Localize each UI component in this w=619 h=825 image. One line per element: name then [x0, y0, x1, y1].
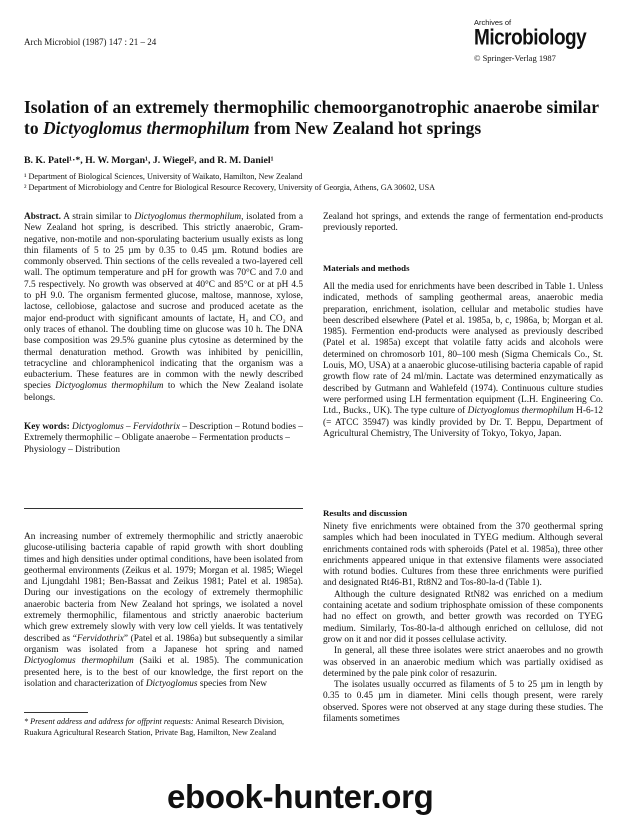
abstract-label: Abstract.	[24, 212, 61, 222]
footnote-text: Animal Research Division, Ruakura Agricultural Research Station, Private Bag, Hamilton, New Zealand	[24, 717, 285, 737]
copyright-notice: © Springer-Verlag 1987	[474, 53, 556, 63]
intro-text-3: (Saiki et al. 1985). The communication presented here, is to the best of our knowledge, the first report on the isolation and characterization of	[24, 656, 303, 689]
methods-body	[323, 282, 603, 440]
keyword-dictyoglomus: Dictyoglomus	[72, 422, 124, 432]
methods-text-1: All the media used for enrichments have been described in Table 1. Unless indicated, methods of sampling geothermal areas, anaerobic media preparation, enrichment, isolation, cellular and metabolic studies have been described elsewhere (Patel et al. 1985a, b, c, 1986a, b; Morgan et al. 1985). Fermention end-products were analysed as previously described (Patel et al. 1985a) except that volatile fatty acids and alcohols were determined on chromosorb 101, 80–100 mesh (Sigma Chemicals Co., St. Louis, MO, USA) at a anaerobic glucose-utilising bacteria capable of rapid growth flow rate of 24 ml/min. Lactate was determined enzymatically as described by Gutmann and Wahlefeld (1974). Continuous culture studies were performed using LH fermentation equipment (L.H. Engineering Co. Ltd., Bucks., UK). The type culture of	[323, 282, 603, 417]
keyword-fervidothrix: Fervidothrix	[133, 422, 180, 432]
abstract	[24, 212, 303, 404]
journal-logo	[474, 18, 599, 63]
abstract-text-1: A strain similar to	[60, 212, 135, 222]
logo-wordmark: Microbiology	[474, 25, 587, 50]
watermark: ebook-hunter.org	[167, 778, 434, 815]
intro-text-4: species from New	[197, 678, 267, 689]
author-list: B. K. Patel¹·*, H. W. Morgan¹, J. Wiegel², and R. M. Daniel¹	[24, 155, 274, 166]
abstract-species-2: Dictyoglomus thermophilum	[55, 381, 164, 392]
footnote-divider	[24, 712, 88, 713]
paper-title	[24, 97, 599, 139]
intro-continuation-text: Zealand hot springs, and extends the range of fermentation end-products previously reported.	[323, 212, 603, 234]
keywords-sep-2: –	[123, 422, 133, 432]
affiliation-1: ¹ Department of Biological Sciences, University of Waikato, Hamilton, New Zealand	[24, 172, 303, 181]
keywords-rest: – Description – Rotund bodies – Extremely thermophilic – Obligate anaerobe – Fermentation products – Physiology – Distribution	[24, 422, 303, 455]
title-species: Dictyoglomus thermophilum	[42, 118, 250, 138]
title-part-2: from New Zealand hot springs	[249, 118, 482, 138]
footnote-label: * Present address and address for offprint requests:	[24, 717, 194, 726]
methods-text-2: H-6-12 (= ATCC 35947) was kindly provided by Dr. T. Beppu, Department of Agricultural Chemistry, The University of Tokyo, Tokyo, Japan.	[323, 406, 603, 439]
abstract-text-2: isolated from a New Zealand hot spring, is described. This strictly anaerobic, Gram-negative, non-motile and non-sporulating bacterium usually exists as long thin filaments of 5 to 25 µm by 0.35 to 0.45 µm. Rotund bodies are commonly observed. Thin sections of the cells revealed a two-layered cell wall. The optimum temperature and pH for growth was 70°C and 7.0 and 7.5 respectively. No growth was observed at 40°C and 85°C or at pH 4.5 to pH 9.0. The organism fermented glucose, maltose, mannose, xylose, lactose, cellobiose, galactose and sucrose and produced acetate as the major end-product with significant amounts of lactate, H₂ and CO₂ and only traces of ethanol. The doubling time on glucose was 10 h. The DNA base composition was 29.5% guanine plus cytosine as determined by the thermal denaturation method. Growth was inhibited by penicillin, tetracycline and chloramphenicol indicating that the organism was a eubacterium. These features are in common with the newly described species	[24, 212, 304, 392]
intro-species-1: Fervidothrix	[76, 633, 124, 644]
introduction	[24, 532, 303, 690]
results-heading: Results and discussion	[323, 508, 408, 518]
methods-species: Dictyoglomus thermophilum	[467, 406, 574, 417]
intro-text-2: ” (Patel et al. 1986a) but subsequently a similar organism was isolated from a Japanese hot spring and named	[24, 633, 303, 655]
abstract-species-1: Dictyoglomus thermophilum,	[134, 212, 244, 222]
journal-reference: Arch Microbiol (1987) 147 : 21 – 24	[24, 37, 157, 47]
results-paragraph-1: Ninety five enrichments were obtained from the 370 geothermal spring samples which had been inoculated in TYEG medium. Although several enrichments contained rods with spheroids (Patel et al. 1985a), three other enrichments appeared unique in that extensive filaments were associated with rotund bodies. Cultures from these three enrichments were purified and designated Rt46-B1, Rt8N2 and Tos-80-la-d (Table 1).	[323, 522, 603, 589]
results-paragraph-3: In general, all these three isolates were strict anaerobes and no growth was observed in an anaerobic medium which was partially oxidised as determined by the pale pink color of resazurin.	[323, 646, 603, 679]
intro-text-1: An increasing number of extremely thermophilic and strictly anaerobic glucose-utilising bacteria capable of rapid growth with short doubling times and high densities under optimal conditions, have been isolated from geothermal environments (Zeikus et al. 1979; Morgan et al. 1985; Wiegel and Ljungdahl 1981; Ben-Bassat and Zeikus 1981; Patel et al. 1985a). During our investigations on the ecology of extremely thermophilic anaerobic bacteria from New Zealand hot springs, we isolated a novel extremely thermophilic, filamentous and strictly anaerobic bacterium which grew extremely slowly with very low cell yields. It was tentatively described as “	[24, 532, 303, 644]
title-part-1: Isolation of an extremely thermophilic chemoorganotrophic anaerobe similar to	[24, 97, 599, 138]
keywords	[24, 422, 303, 456]
affiliation-2: ² Department of Microbiology and Centre for Biological Resource Recovery, University of Georgia, Athens, GA 30602, USA	[24, 183, 436, 192]
intro-species-3: Dictyoglomus	[145, 678, 198, 689]
section-divider	[24, 508, 303, 509]
intro-species-2: Dictyoglomus thermophilum	[24, 656, 134, 667]
abstract-text-3: to which the New Zealand isolate belongs.	[24, 381, 304, 403]
intro-continuation	[323, 212, 603, 235]
results-body	[323, 522, 603, 725]
results-paragraph-2: Although the culture designated RtN82 was enriched on a medium containing acetate and sodium triphosphate omission of these components had no effect on growth, and better growth was recorded on TYEG medium. Similarly, Tos-80-la-d although enriched on cellulose, did not grow on it and nor did it posses cellulase activity.	[323, 589, 603, 645]
results-paragraph-4: The isolates usually occurred as filaments of 5 to 25 µm in length by 0.35 to 0.45 µm in diameter. Mini cells though present, were rarely observed. Spores were not observed at any stage during these studies. The filaments sometimes	[323, 680, 603, 725]
methods-heading: Materials and methods	[323, 263, 410, 273]
logo-subtitle: Archives of	[474, 18, 512, 27]
keywords-label: Key words:	[24, 422, 70, 432]
footnote	[24, 717, 303, 738]
